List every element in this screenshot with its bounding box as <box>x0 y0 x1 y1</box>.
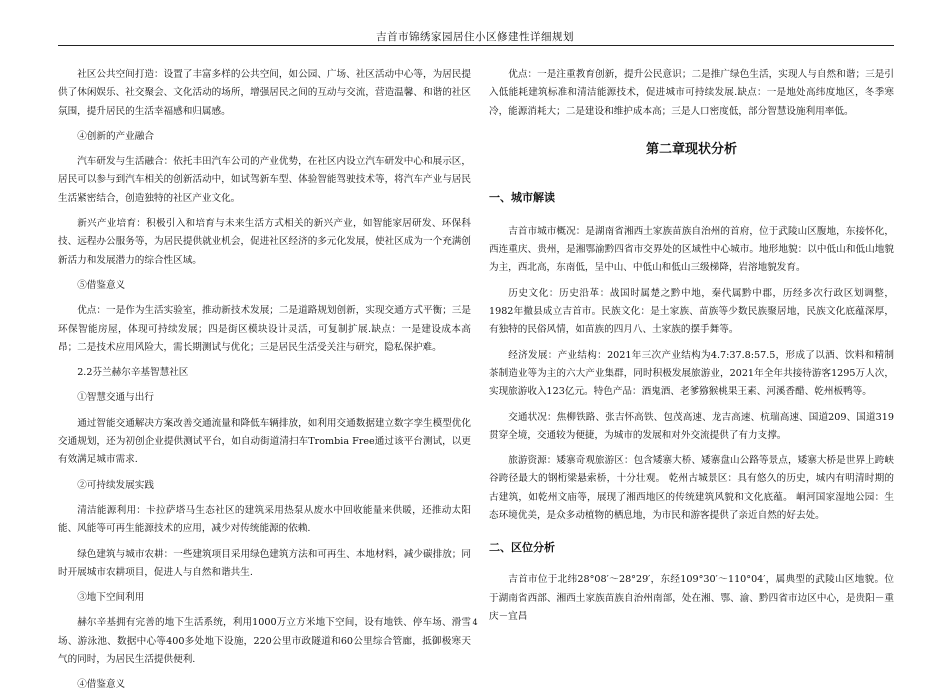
paragraph-auto-rnd: 汽车研发与生活融合：依托丰田汽车公司的产业优势，在社区内设立汽车研发中心和展示区，居民可以参与到汽车相关的创新活动中，如试驾新车型、体验智能驾驶技术等，将汽车产业与居民生活紧密结合，创造独特的社区产业文化。 <box>58 156 471 204</box>
subheading-underground: ③地下空间利用 <box>77 592 145 604</box>
paragraph-underground: 赫尔辛基拥有完善的地下生活系统，利用1000万立方米地下空间，设有地铁、停车场、滑雪场、游泳池、数据中心等400多处地下设施，220公里市政隧道和60公里综合管廊，抵御极寒天气的同时，为居民生活提供便利. <box>58 617 471 666</box>
paragraph-transport: 交通状况：焦柳铁路、张吉怀高铁、包茂高速、龙吉高速、杭瑞高速、国道209、国道319贯穿全境，交通较为便捷，为城市的发展和对外交流提供了有力支撑。 <box>489 411 894 441</box>
subheading-industry-fusion: ④创新的产业融合 <box>77 130 154 142</box>
subheading-reference-value: ⑤借鉴意义 <box>77 279 126 291</box>
paragraph-clean-energy: 清洁能源利用：卡拉萨塔马生态社区的建筑采用热泵从废水中回收能量来供暖，还推动太阳能、风能等可再生能源技术的应用，减少对传统能源的依赖. <box>58 504 471 535</box>
page-header-title: 吉首市锦绣家园居住小区修建性详细规划 <box>376 31 574 43</box>
subheading-helsinki: 2.2芬兰赫尔辛基智慧社区 <box>77 367 189 379</box>
subheading-smart-transport: ①智慧交通与出行 <box>77 392 154 404</box>
paragraph-tourism: 旅游资源：矮寨奇观旅游区：包含矮寨大桥、矮寨盘山公路等景点，矮寨大桥是世界上跨峡谷跨径最大的钢桁梁悬索桥，十分壮观。 乾州古城景区：具有悠久的历史，城内有明清时期的古建筑，如乾州文庙等，展现了湘西地区的传统建筑风貌和文化底蕴。 峒河国家湿地公园：生态环境优美，是众多动植物的栖息地，为市民和游客提供了亲近自然的好去处。 <box>489 455 894 522</box>
paragraph-green-building: 绿色建筑与城市农耕：一些建筑项目采用绿色建筑方法和可再生、本地材料，减少碳排放；同时开展城市农耕项目，促进人与自然和谐共生. <box>58 548 471 578</box>
page-number: 4 <box>472 618 478 627</box>
paragraph-emerging-industry: 新兴产业培育：积极引入和培育与未来生活方式相关的新兴产业，如智能家居研发、环保科技、远程办公服务等，为居民提供就业机会，促进社区经济的多元化发展，使社区成为一个充满创新活力和发展潜力的综合性区域。 <box>58 218 471 266</box>
subheading-reference-value-2: ④借鉴意义 <box>77 679 126 691</box>
paragraph-public-space: 社区公共空间打造：设置了丰富多样的公共空间，如公园、广场、社区活动中心等，为居民提供了休闲娱乐、社交聚会、文化活动的场所，增强居民之间的互动与交流，营造温馨、和谐的社区氛围，提升居民的生活幸福感和归属感。 <box>58 69 471 117</box>
section-title-location: 二、区位分析 <box>489 541 555 555</box>
paragraph-smart-transport: 通过智能交通解决方案改善交通流量和降低车辆排放，如利用交通数据建立数字孪生模型优化交通规划，还为初创企业提供测试平台，如自动街道清扫车Trombia Free通过该平台测试，以更有效满足城市需求. <box>58 417 471 466</box>
section-title-city: 一、城市解读 <box>489 190 555 204</box>
paragraph-history: 历史文化：历史沿革：战国时属楚之黔中地，秦代属黔中郡，历经多次行政区划调整，1982年撤县成立吉首市。民族文化：是土家族、苗族等少数民族聚居地，民族文化底蕴深厚，有独特的民俗风情，如苗族的四月八、土家族的摆手舞等。 <box>489 287 894 336</box>
left-column <box>58 66 471 695</box>
paragraph-pros-cons: 优点：一是作为生活实验室，推动新技术发展；二是道路规划创新，实现交通方式平衡；三是环保智能房屋，体现可持续发展；四是街区模块设计灵活，可复制扩展.缺点：一是建设成本高昂；二是技术应用风险大，需长期测试与优化；三是居民生活受关注与研究，隐私保护难。 <box>58 305 471 353</box>
paragraph-location: 吉首市位于北纬28°08′～28°29′，东经109°30′～110°04′，属典型的武陵山区地貌。位于湖南省西部、湘西土家族苗族自治州南部，处在湘、鄂、渝、黔四省市边区中心，是贵阳－重庆－宜昌 <box>489 574 894 622</box>
right-column <box>489 66 894 626</box>
subheading-sustainability: ②可持续发展实践 <box>77 479 154 491</box>
paragraph-helsinki-pros-cons: 优点：一是注重教育创新，提升公民意识；二是推广绿色生活，实现人与自然和谐；三是引入低能耗建筑标准和清洁能源技术，促进城市可持续发展.缺点：一是地处高纬度地区，冬季寒冷，能源消耗大；二是建设和维护成本高；三是人口密度低，部分智慧设施利用率低。 <box>489 69 894 117</box>
chapter-title: 第二章现状分析 <box>645 141 737 157</box>
paragraph-economy: 经济发展：产业结构：2021年三次产业结构为4.7:37.8:57.5，形成了以酒、饮料和精制茶制造业等为主的六大产业集群，同时积极发展旅游业，2021年全年共接待游客1295万人次，实现旅游收入123亿元。特色产品：酒鬼酒、老爹猕猴桃果王素、河溪香醋、乾州板鸭等。 <box>489 349 894 398</box>
paragraph-city-overview: 吉首市城市概况：是湖南省湘西土家族苗族自治州的首府，位于武陵山区腹地，东接怀化，西连重庆、贵州，是湘鄂渝黔四省市交界处的区域性中心城市。地形地貌：以中低山和低山地貌为主，西北高，东南低，呈中山、中低山和低山三级梯降，岩溶地貌发育。 <box>489 225 894 274</box>
header-divider <box>58 45 894 46</box>
